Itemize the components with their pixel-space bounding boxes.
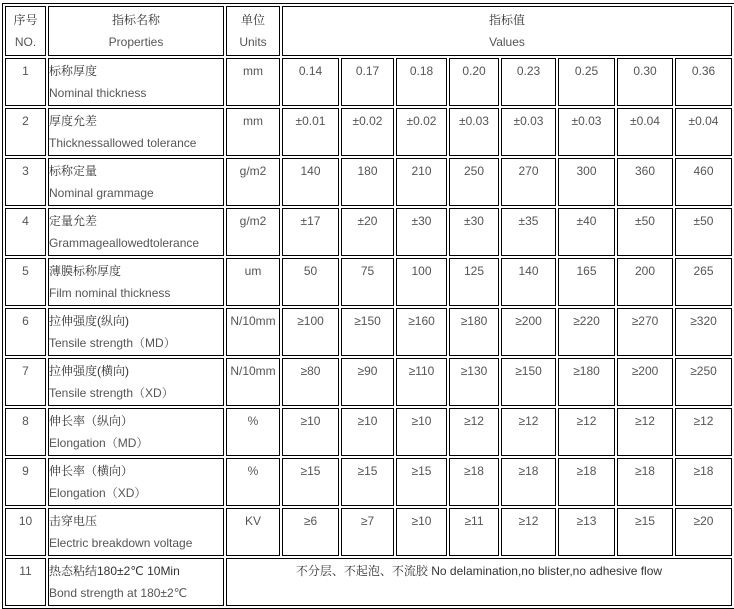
value-text: 0.18 xyxy=(409,64,434,78)
row-no-text: 10 xyxy=(18,514,33,528)
value-text: ≥100 xyxy=(297,314,324,328)
value-cell xyxy=(675,58,732,106)
value-text: 75 xyxy=(360,264,375,278)
row-unit xyxy=(226,208,280,256)
value-text: ≥7 xyxy=(360,514,375,528)
property-en: Bond strength at 180±2℃ xyxy=(49,586,188,600)
row-no-text: 6 xyxy=(22,314,29,328)
value-text: 180 xyxy=(357,164,378,178)
value-cell xyxy=(449,458,499,506)
value-text: ≥18 xyxy=(464,464,484,478)
table-row xyxy=(5,458,732,506)
value-cell xyxy=(396,258,447,306)
header-values-en: Values xyxy=(489,35,525,49)
value-cell xyxy=(675,208,732,256)
unit-text: mm xyxy=(243,64,263,78)
property-zh: 击穿电压 xyxy=(49,514,98,528)
value-cell xyxy=(396,208,447,256)
value-cell xyxy=(396,408,447,456)
value-text: ±0.03 xyxy=(513,114,544,128)
unit-text: N/10mm xyxy=(230,364,276,378)
value-cell xyxy=(558,58,615,106)
value-cell xyxy=(617,258,673,306)
row-no-text: 3 xyxy=(22,164,29,178)
unit-text: mm xyxy=(243,114,263,128)
property-zh: 热态粘结180±2℃ 10Min xyxy=(49,564,180,578)
value-text: ≥80 xyxy=(300,364,321,378)
value-cell xyxy=(501,508,556,556)
value-text: ±30 xyxy=(411,214,432,228)
value-cell xyxy=(282,58,339,106)
property-en: Tensile strength（XD） xyxy=(49,386,174,400)
value-text: ≥18 xyxy=(693,464,714,478)
value-cell xyxy=(501,458,556,506)
value-text: ≥110 xyxy=(408,364,435,378)
value-text: 0.23 xyxy=(516,64,541,78)
value-text: ≥220 xyxy=(573,314,600,328)
value-text: ≥270 xyxy=(631,314,659,328)
value-text: ±0.02 xyxy=(406,114,437,128)
value-cell xyxy=(282,358,339,406)
row-no-text: 1 xyxy=(22,64,29,78)
value-text: 0.36 xyxy=(691,64,716,78)
table-row xyxy=(5,358,732,406)
header-no xyxy=(5,6,46,56)
value-text: ±17 xyxy=(300,214,321,228)
value-cell xyxy=(558,208,615,256)
table-row xyxy=(5,258,732,306)
value-text: 300 xyxy=(576,164,597,178)
value-cell xyxy=(617,358,673,406)
value-cell xyxy=(341,408,394,456)
header-units-en: Units xyxy=(239,35,267,49)
table-row xyxy=(5,58,732,106)
value-cell xyxy=(396,58,447,106)
property-en: Nominal grammage xyxy=(49,186,154,200)
row-property xyxy=(48,108,224,156)
value-cell xyxy=(501,408,556,456)
value-text: ≥12 xyxy=(635,414,655,428)
property-en: Electric breakdown voltage xyxy=(49,536,193,550)
row-property xyxy=(48,308,224,356)
value-text: ≥12 xyxy=(464,414,484,428)
value-text: ≥10 xyxy=(300,414,321,428)
value-text: ≥160 xyxy=(408,314,435,328)
value-text: ±35 xyxy=(518,214,539,228)
row-property xyxy=(48,58,224,106)
spec-table xyxy=(2,3,734,609)
value-cell xyxy=(449,308,499,356)
value-text: 100 xyxy=(411,264,432,278)
value-text: ≥130 xyxy=(460,364,488,378)
value-text: ≥200 xyxy=(631,364,659,378)
value-cell xyxy=(558,358,615,406)
value-text: 0.30 xyxy=(633,64,657,78)
unit-text: KV xyxy=(244,514,261,528)
value-cell xyxy=(617,408,673,456)
value-text: ±0.04 xyxy=(688,114,719,128)
property-zh: 拉伸强度(纵向) xyxy=(49,314,129,328)
value-cell xyxy=(396,508,447,556)
value-text: ≥180 xyxy=(573,364,600,378)
value-text: ±0.01 xyxy=(295,114,326,128)
row-unit xyxy=(226,158,280,206)
value-cell xyxy=(501,258,556,306)
value-text: ≥180 xyxy=(460,314,488,328)
value-text: ≥18 xyxy=(576,464,597,478)
value-text: ≥15 xyxy=(411,464,432,478)
table-row xyxy=(5,108,732,156)
value-text: ±50 xyxy=(693,214,714,228)
value-cell xyxy=(617,108,673,156)
value-cell xyxy=(501,108,556,156)
value-text: ±20 xyxy=(357,214,378,228)
value-text: ±0.03 xyxy=(571,114,602,128)
value-text: 0.14 xyxy=(298,64,323,78)
row-no xyxy=(5,108,46,156)
unit-text: g/m2 xyxy=(239,214,267,228)
header-no-en: NO. xyxy=(14,35,37,49)
header-no-zh: 序号 xyxy=(13,13,38,27)
value-text: ≥320 xyxy=(690,314,717,328)
property-en: Elongation（MD） xyxy=(49,436,149,450)
unit-text: % xyxy=(247,414,259,428)
table-row xyxy=(5,308,732,356)
value-cell xyxy=(341,158,394,206)
value-cell xyxy=(501,358,556,406)
value-cell xyxy=(282,108,339,156)
property-zh: 伸长率（横向） xyxy=(49,464,134,478)
value-cell xyxy=(282,308,339,356)
value-cell xyxy=(501,58,556,106)
row-unit xyxy=(226,358,280,406)
header-units-zh: 单位 xyxy=(240,13,265,27)
value-text: ±0.02 xyxy=(352,114,383,128)
value-text: ±0.03 xyxy=(459,114,489,128)
row-no xyxy=(5,408,46,456)
value-cell xyxy=(501,158,556,206)
value-cell xyxy=(675,158,732,206)
row-no-text: 11 xyxy=(19,564,32,578)
value-text: ≥200 xyxy=(515,314,542,328)
value-cell xyxy=(282,408,339,456)
row-no xyxy=(5,58,46,106)
value-cell xyxy=(617,58,673,106)
unit-text: % xyxy=(247,464,259,478)
row-property xyxy=(48,358,224,406)
value-text: 50 xyxy=(303,264,318,278)
value-text: ≥12 xyxy=(693,414,714,428)
value-text: 0.17 xyxy=(355,64,380,78)
value-cell xyxy=(282,458,339,506)
value-cell xyxy=(396,158,447,206)
property-zh: 标称厚度 xyxy=(49,64,98,78)
value-cell xyxy=(449,208,499,256)
value-cell xyxy=(341,358,394,406)
value-cell xyxy=(675,108,732,156)
property-en: Nominal thickness xyxy=(49,86,147,100)
value-text: ±0.04 xyxy=(630,114,660,128)
property-en: Grammageallowedtolerance xyxy=(49,236,200,250)
header-properties xyxy=(48,6,224,56)
row-unit xyxy=(226,308,280,356)
value-text: ≥12 xyxy=(576,414,597,428)
value-text: ≥18 xyxy=(518,464,539,478)
value-cell xyxy=(617,458,673,506)
value-text: ±50 xyxy=(635,214,655,228)
row-no xyxy=(5,508,46,556)
row-property xyxy=(48,458,224,506)
property-zh: 伸长率（纵向） xyxy=(49,414,134,428)
header-units xyxy=(226,6,280,56)
value-text: ≥12 xyxy=(518,414,539,428)
value-cell xyxy=(558,308,615,356)
row-property xyxy=(48,258,224,306)
value-text: ≥10 xyxy=(411,514,432,528)
value-cell xyxy=(675,508,732,556)
row-no xyxy=(5,308,46,356)
value-cell xyxy=(617,508,673,556)
value-cell xyxy=(449,108,499,156)
value-cell xyxy=(282,208,339,256)
row-unit xyxy=(226,108,280,156)
value-text: 360 xyxy=(634,164,656,178)
value-cell xyxy=(558,108,615,156)
value-cell xyxy=(341,258,394,306)
value-cell xyxy=(396,308,447,356)
value-cell xyxy=(501,208,556,256)
value-text: ≥90 xyxy=(357,364,378,378)
value-cell xyxy=(617,308,673,356)
value-cell xyxy=(449,508,499,556)
value-cell xyxy=(449,408,499,456)
unit-text: N/10mm xyxy=(230,314,276,328)
value-cell xyxy=(558,158,615,206)
value-text: ≥10 xyxy=(411,414,432,428)
row-property xyxy=(48,158,224,206)
row-no-text: 7 xyxy=(22,364,29,378)
value-text: 165 xyxy=(576,264,597,278)
row-no-text: 4 xyxy=(22,214,29,228)
value-cell xyxy=(341,208,394,256)
value-cell xyxy=(396,358,447,406)
value-cell xyxy=(449,158,499,206)
unit-text: g/m2 xyxy=(239,164,267,178)
value-cell xyxy=(449,358,499,406)
property-zh: 标称定量 xyxy=(49,164,98,178)
value-text: ±40 xyxy=(576,214,597,228)
row-no xyxy=(5,158,46,206)
value-cell xyxy=(449,58,499,106)
header-values-zh: 指标值 xyxy=(489,13,526,27)
value-cell xyxy=(501,308,556,356)
value-text: 0.20 xyxy=(462,64,486,78)
table-row xyxy=(5,158,732,206)
row-no-text: 2 xyxy=(22,114,29,128)
value-cell xyxy=(341,58,394,106)
value-cell xyxy=(341,508,394,556)
header-properties-en: Properties xyxy=(108,35,164,49)
row-no xyxy=(5,208,46,256)
value-cell xyxy=(396,458,447,506)
value-cell xyxy=(558,258,615,306)
value-text: ≥11 xyxy=(464,514,484,528)
header-values xyxy=(282,6,732,56)
value-text: 0.25 xyxy=(574,64,599,78)
value-text: 140 xyxy=(518,264,539,278)
table-row xyxy=(5,508,732,556)
property-zh: 厚度允差 xyxy=(49,114,98,128)
value-cell xyxy=(341,108,394,156)
value-cell xyxy=(558,508,615,556)
value-text: ≥15 xyxy=(300,464,321,478)
row-no-text: 5 xyxy=(22,264,29,278)
property-zh: 定量允差 xyxy=(49,214,98,228)
row-unit xyxy=(226,458,280,506)
value-text: ≥6 xyxy=(303,514,318,528)
value-cell xyxy=(617,158,673,206)
value-text: ≥150 xyxy=(354,314,381,328)
value-text: 270 xyxy=(518,164,539,178)
row-property xyxy=(48,408,224,456)
value-text: ≥13 xyxy=(576,514,597,528)
value-text: 210 xyxy=(411,164,432,178)
property-en: Elongation（XD） xyxy=(49,486,147,500)
value-text: ≥12 xyxy=(518,514,539,528)
value-cell xyxy=(558,458,615,506)
value-cell xyxy=(282,158,339,206)
merged-value-text: 不分层、不起泡、不流胶 No delamination,no blister,no adhesive flow xyxy=(295,564,663,578)
value-cell xyxy=(282,258,339,306)
property-en: Film nominal thickness xyxy=(49,286,171,300)
value-text: ≥15 xyxy=(357,464,378,478)
row-unit xyxy=(226,408,280,456)
value-text: 200 xyxy=(634,264,656,278)
value-text: 460 xyxy=(693,164,714,178)
value-cell xyxy=(396,108,447,156)
row-unit xyxy=(226,508,280,556)
value-cell xyxy=(341,308,394,356)
row-unit xyxy=(226,258,280,306)
value-text: 265 xyxy=(693,264,714,278)
row-no xyxy=(5,458,46,506)
value-cell xyxy=(449,258,499,306)
row-no-text: 9 xyxy=(22,464,29,478)
value-text: ±30 xyxy=(464,214,484,228)
value-text: ≥18 xyxy=(635,464,655,478)
row-property xyxy=(48,208,224,256)
property-en: Thicknessallowed tolerance xyxy=(49,136,197,150)
header-row xyxy=(5,6,732,56)
property-zh: 拉伸强度(横向) xyxy=(49,364,129,378)
value-text: 140 xyxy=(300,164,321,178)
value-cell xyxy=(675,458,732,506)
value-cell xyxy=(675,258,732,306)
value-cell xyxy=(558,408,615,456)
row-property xyxy=(48,508,224,556)
value-text: ≥250 xyxy=(690,364,717,378)
value-text: 250 xyxy=(463,164,485,178)
value-cell xyxy=(617,208,673,256)
row-no-text: 8 xyxy=(22,414,29,428)
value-cell xyxy=(282,508,339,556)
row-unit xyxy=(226,58,280,106)
value-text: ≥10 xyxy=(357,414,378,428)
value-text: ≥15 xyxy=(635,514,655,528)
value-text: ≥150 xyxy=(515,364,542,378)
value-cell xyxy=(341,458,394,506)
table-row xyxy=(5,408,732,456)
row-no xyxy=(5,258,46,306)
value-cell xyxy=(675,408,732,456)
value-text: 125 xyxy=(463,264,485,278)
property-en: Tensile strength（MD） xyxy=(49,336,176,350)
header-properties-zh: 指标名称 xyxy=(111,13,160,27)
row-no xyxy=(5,358,46,406)
value-cell xyxy=(675,308,732,356)
value-cell xyxy=(675,358,732,406)
unit-text: um xyxy=(244,264,262,278)
value-text: ≥20 xyxy=(693,514,714,528)
property-zh: 薄膜标称厚度 xyxy=(49,264,122,278)
table-row xyxy=(5,208,732,256)
